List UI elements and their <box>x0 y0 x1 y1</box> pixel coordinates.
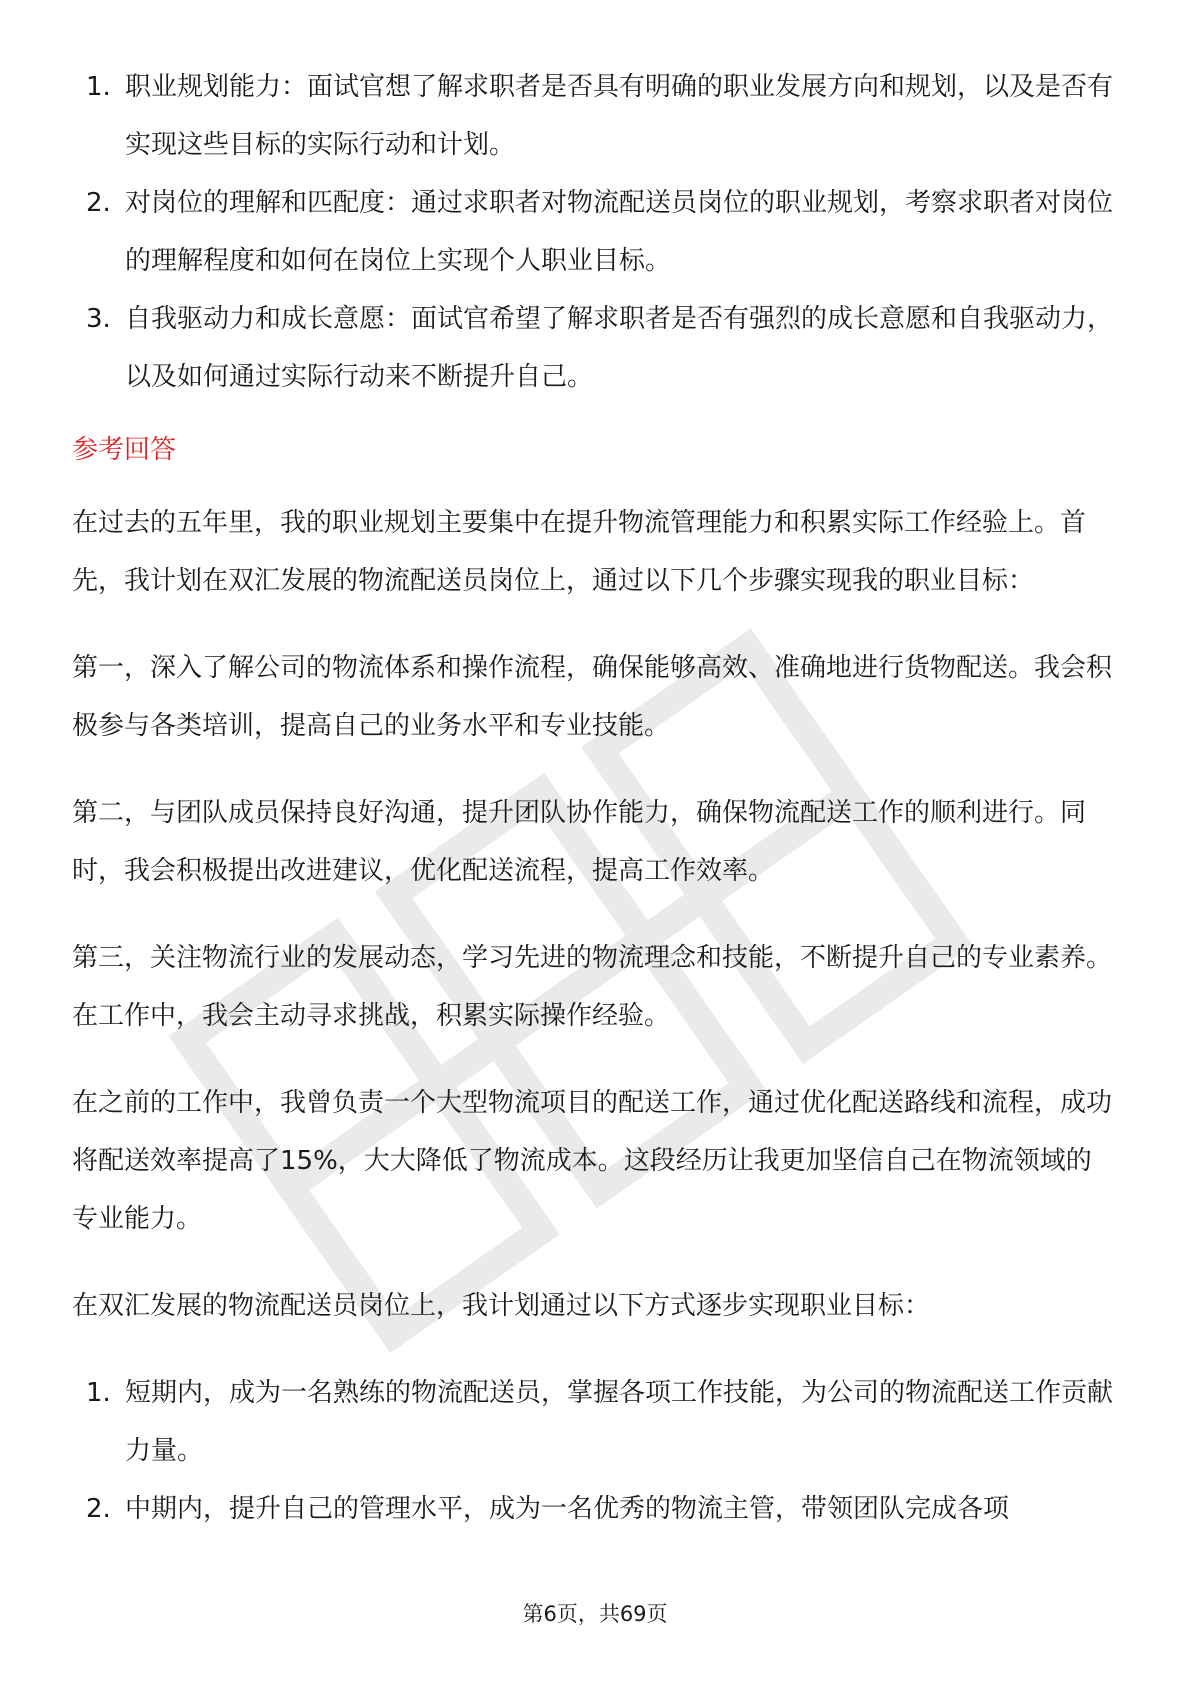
list-number: 2. <box>86 188 111 218</box>
list-item <box>72 290 1117 406</box>
list-number: 1. <box>86 1378 111 1408</box>
section-heading: 参考回答 <box>72 435 177 465</box>
list-number: 3. <box>86 304 111 334</box>
list-item <box>72 174 1117 290</box>
criteria-list <box>72 58 1117 406</box>
paragraph: 第二，与团队成员保持良好沟通，提升团队协作能力，确保物流配送工作的顺利进行。同时，我会积极提出改进建议，优化配送流程，提高工作效率。 <box>72 798 1087 886</box>
paragraph: 第一，深入了解公司的物流体系和操作流程，确保能够高效、准确地进行货物配送。我会积极参与各类培训，提高自己的业务水平和专业技能。 <box>72 653 1113 741</box>
paragraph: 在过去的五年里，我的职业规划主要集中在提升物流管理能力和积累实际工作经验上。首先，我计划在双汇发展的物流配送员岗位上，通过以下几个步骤实现我的职业目标： <box>72 508 1087 596</box>
paragraph: 第三，关注物流行业的发展动态，学习先进的物流理念和技能，不断提升自己的专业素养。在工作中，我会主动寻求挑战，积累实际操作经验。 <box>72 943 1113 1031</box>
list-item <box>72 1364 1117 1480</box>
list-item <box>72 58 1117 174</box>
list-item-text: 短期内，成为一名熟练的物流配送员，掌握各项工作技能，为公司的物流配送工作贡献力量。 <box>125 1378 1114 1466</box>
list-item-text: 中期内，提升自己的管理水平，成为一名优秀的物流主管，带领团队完成各项 <box>125 1494 1010 1524</box>
document-body <box>72 58 1117 1538</box>
list-item-text: 对岗位的理解和匹配度：通过求职者对物流配送员岗位的职业规划，考察求职者对岗位的理解程度和如何在岗位上实现个人职业目标。 <box>125 188 1114 276</box>
goals-list <box>72 1364 1117 1538</box>
page-footer: 第6页，共69页 <box>522 1602 668 1626</box>
list-item-text: 职业规划能力：面试官想了解求职者是否具有明确的职业发展方向和规划，以及是否有实现这些目标的实际行动和计划。 <box>125 72 1114 160</box>
list-item <box>72 1480 1117 1538</box>
paragraph: 在之前的工作中，我曾负责一个大型物流项目的配送工作，通过优化配送路线和流程，成功将配送效率提高了15%，大大降低了物流成本。这段经历让我更加坚信自己在物流领域的专业能力。 <box>72 1088 1113 1234</box>
paragraph: 在双汇发展的物流配送员岗位上，我计划通过以下方式逐步实现职业目标： <box>72 1291 931 1321</box>
list-item-text: 自我驱动力和成长意愿：面试官希望了解求职者是否有强烈的成长意愿和自我驱动力，以及如何通过实际行动来不断提升自己。 <box>125 304 1114 392</box>
list-number: 2. <box>86 1494 111 1524</box>
list-number: 1. <box>86 72 111 102</box>
